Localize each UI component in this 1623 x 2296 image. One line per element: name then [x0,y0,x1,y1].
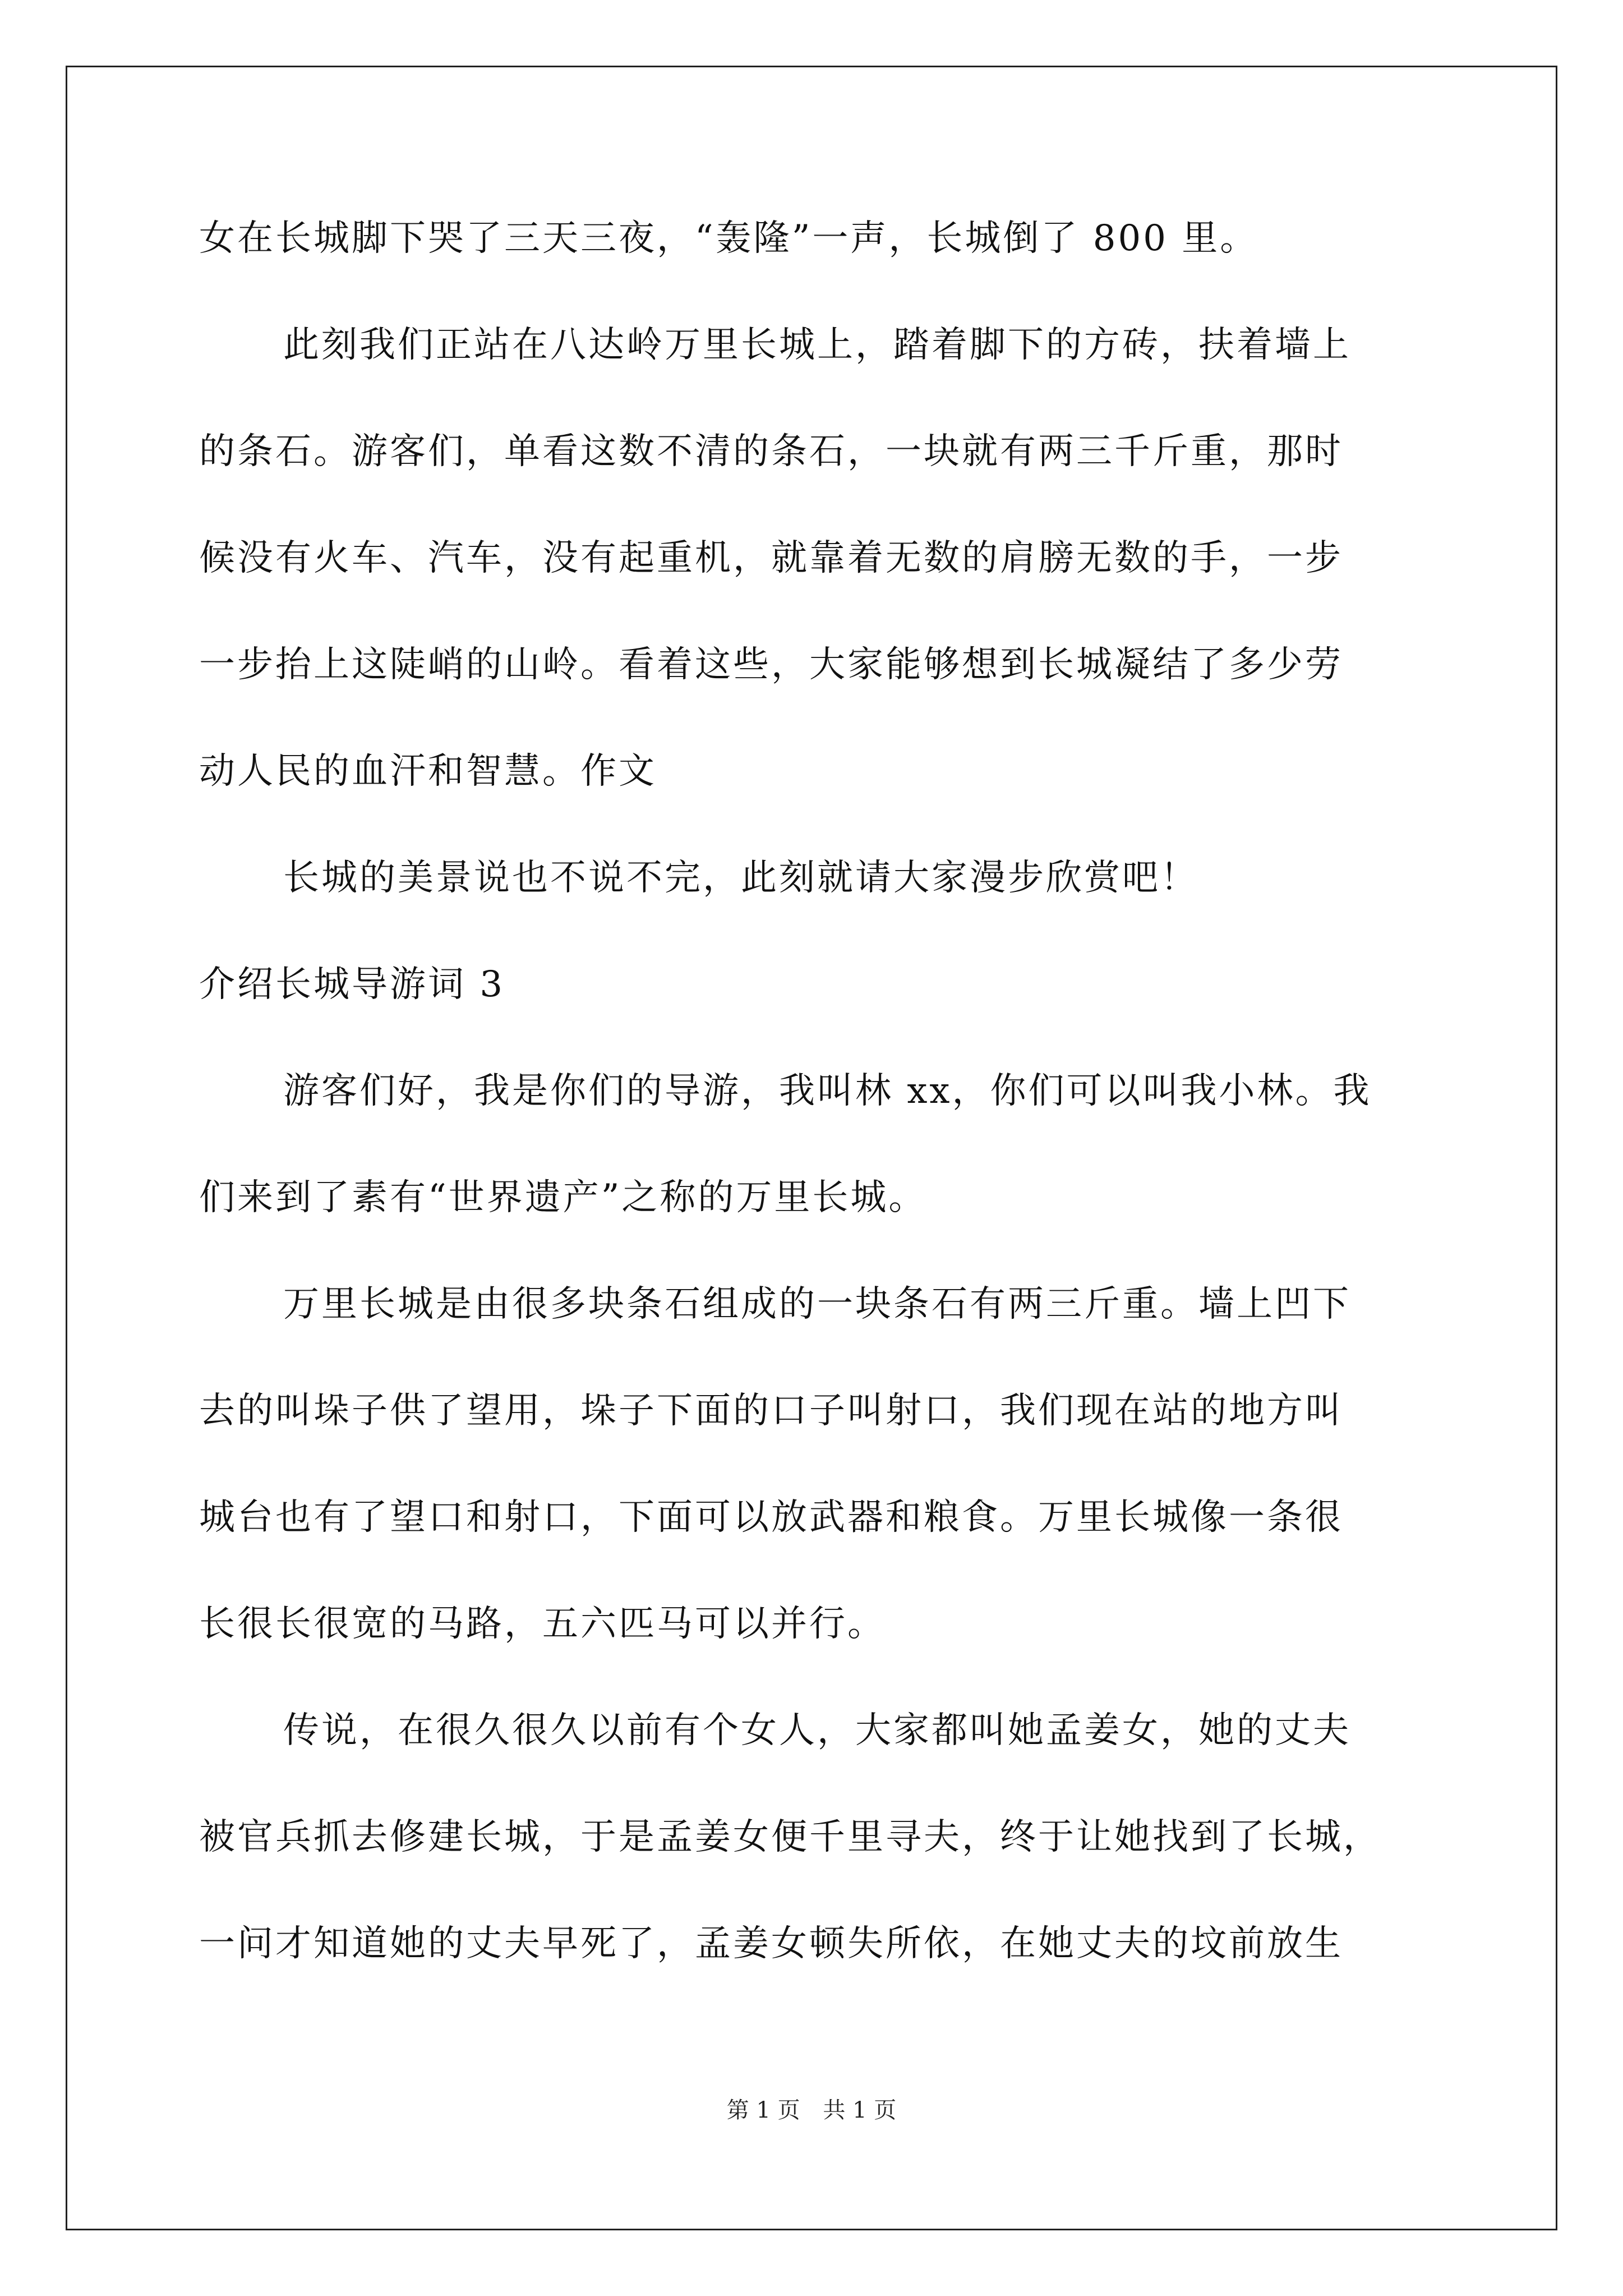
text-line: 女在长城脚下哭了三天三夜，“轰隆”一声，长城倒了 800 里。 [199,218,1258,259]
section-heading: 介绍长城导游词 3 [199,964,505,1005]
text-line: 被官兵抓去修建长城，于是孟姜女便千里寻夫，终于让她找到了长城， [199,1816,1381,1858]
page-border [66,66,1557,2230]
text-line: 长城的美景说也不说不完，此刻就请大家漫步欣赏吧！ [283,857,1198,899]
text-line: 动人民的血汗和智慧。作文 [199,751,657,792]
text-line: 游客们好，我是你们的导游，我叫林 xx，你们可以叫我小林。我 [283,1070,1372,1112]
text-line: 候没有火车、汽车，没有起重机，就靠着无数的肩膀无数的手，一步 [199,537,1343,579]
text-line: 去的叫垛子供了望用，垛子下面的口子叫射口，我们现在站的地方叫 [199,1390,1343,1432]
text-line: 一步抬上这陡峭的山岭。看着这些，大家能够想到长城凝结了多少劳 [199,644,1343,685]
text-line: 们来到了素有“世界遗产”之称的万里长城。 [199,1177,927,1218]
text-line: 长很长很宽的马路，五六匹马可以并行。 [199,1603,886,1645]
page-number: 第 1 页 [726,2097,800,2123]
page-footer [0,2093,1623,2127]
text-line: 此刻我们正站在八达岭万里长城上，踏着脚下的方砖，扶着墙上 [283,324,1351,366]
text-line: 传说，在很久很久以前有个女人，大家都叫她孟姜女，她的丈夫 [283,1710,1351,1751]
text-line: 万里长城是由很多块条石组成的一块条石有两三斤重。墙上凹下 [283,1283,1351,1325]
text-line: 的条石。游客们，单看这数不清的条石，一块就有两三千斤重，那时 [199,431,1343,472]
page-total: 共 1 页 [823,2097,897,2123]
text-line: 一问才知道她的丈夫早死了，孟姜女顿失所依，在她丈夫的坟前放生 [199,1923,1343,1964]
text-line: 城台也有了望口和射口，下面可以放武器和粮食。万里长城像一条很 [199,1497,1343,1538]
